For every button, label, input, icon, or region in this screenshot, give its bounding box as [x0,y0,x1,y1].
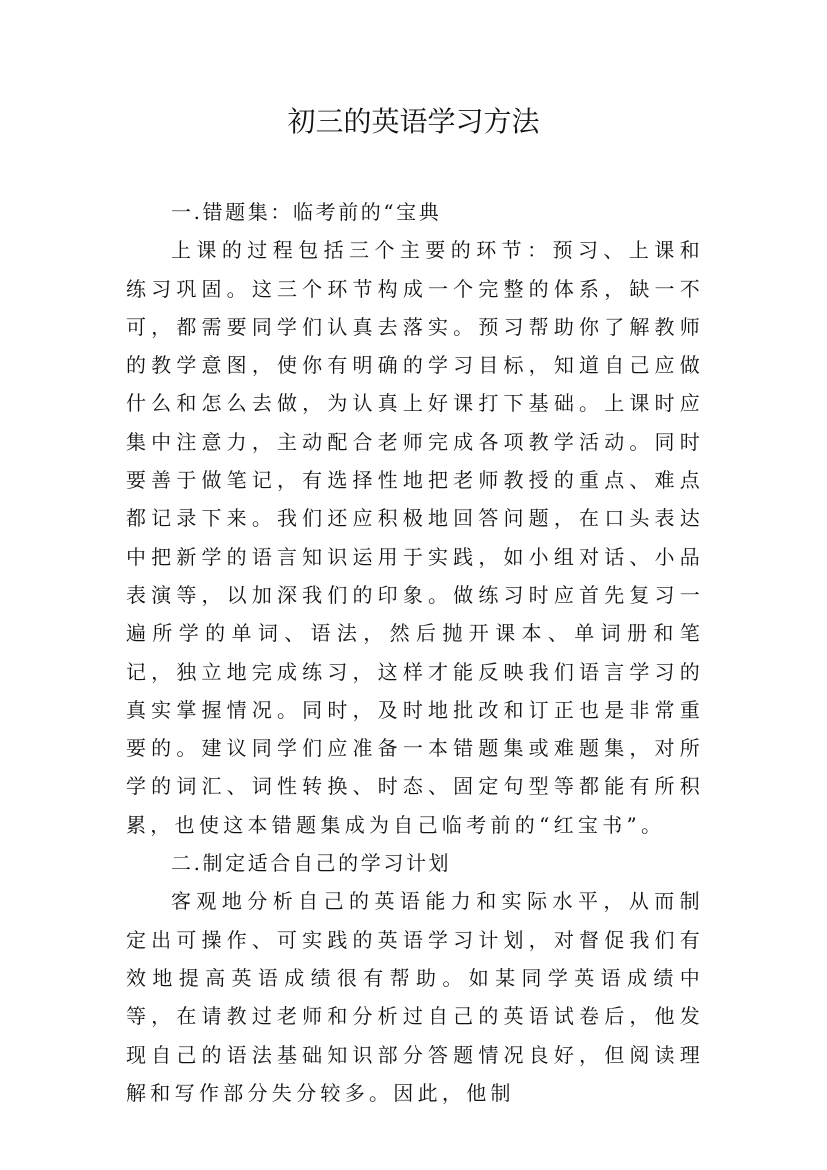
section-paragraph-1: 上课的过程包括三个主要的环节：预习、上课和练习巩固。这三个环节构成一个完整的体系，缺一不可，都需要同学们认真去落实。预习帮助你了解教师的教学意图，使你有明确的学习目标，知道自己应做什么和怎么去做，为认真上好课打下基础。上课时应集中注意力，主动配合老师完成各项教学活动。同时要善于做笔记，有选择性地把老师教授的重点、难点都记录下来。我们还应积极地回答问题，在口头表达中把新学的语言知识运用于实践，如小组对话、小品表演等，以加深我们的印象。做练习时应首先复习一遍所学的单词、语法，然后抛开课本、单词册和笔记，独立地完成练习，这样才能反映我们语言学习的真实掌握情况。同时，及时地批改和订正也是非常重要的。建议同学们应准备一本错题集或难题集，对所学的词汇、词性转换、时态、固定句型等都能有所积累，也使这本错题集成为自己临考前的“红宝书”。 [126,238,704,837]
document-body [126,193,704,1112]
section-heading-2: 二.制定适合自己的学习计划 [171,851,452,876]
section-heading-1: 一.错题集：临考前的“宝典 [171,200,442,224]
section-paragraph-2: 客观地分析自己的英语能力和实际水平，从而制定出可操作、可实践的英语学习计划，对督促我们有效地提高英语成绩很有帮助。如某同学英语成绩中等，在请教过老师和分析过自己的英语试卷后，他发现自己的语法基础知识部分答题情况良好，但阅读理解和写作部分失分较多。因此，他制 [126,889,704,1105]
document-title: 初三的英语学习方法 [287,105,540,138]
